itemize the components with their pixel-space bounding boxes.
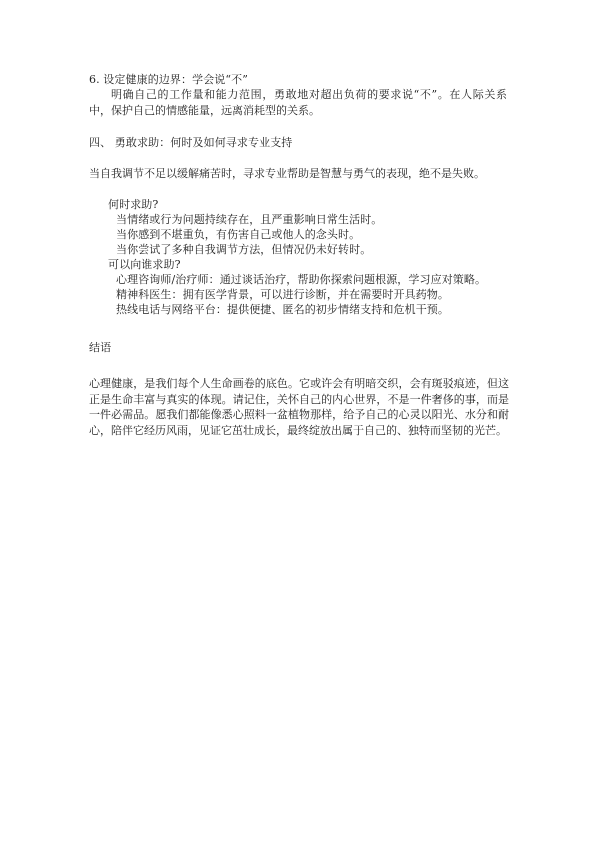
- section4-heading: 四、 勇敢求助：何时及如何寻求专业支持: [89, 136, 293, 149]
- when-item: 当你尝试了多种自我调节方法，但情况仍未好转时。: [116, 243, 372, 256]
- when-item: 当你感到不堪重负，有伤害自己或他人的念头时。: [116, 228, 361, 241]
- section6-heading: 6. 设定健康的边界：学会说“不”: [89, 73, 248, 86]
- conclusion-heading: 结语: [89, 341, 112, 354]
- conclusion-body: 心理健康，是我们每个人生命画卷的底色。它或许会有明暗交织，会有斑驳痕迹，但这正是生命丰富与真实的体现。请记住，关怀自己的内心世界，不是一件奢侈的事，而是一件必需品。愿我们都能像悉心照料一盆植物那样，给予自己的心灵以阳光、水分和耐心，陪伴它经历风雨，见证它茁壮成长，最终绽放出属于自己的、独特而坚韧的光芒。: [89, 377, 509, 437]
- who-heading: 可以向谁求助?: [108, 258, 181, 271]
- when-heading: 何时求助?: [108, 198, 159, 211]
- who-item: 精神科医生：拥有医学背景，可以进行诊断，并在需要时开具药物。: [116, 288, 449, 301]
- section4-intro: 当自我调节不足以缓解痛苦时，寻求专业帮助是智慧与勇气的表现，绝不是失败。: [89, 167, 485, 180]
- who-item: 热线电话与网络平台：提供便捷、匿名的初步情绪支持和危机干预。: [116, 303, 449, 316]
- who-item: 心理咨询师/治疗师：通过谈话治疗，帮助你探索问题根源，学习应对策略。: [116, 273, 487, 286]
- section6-body: 明确自己的工作量和能力范围，勇敢地对超出负荷的要求说“不”。在人际关系中，保护自己的情感能量，远离消耗型的关系。: [89, 88, 507, 117]
- when-item: 当情绪或行为问题持续存在，且严重影响日常生活时。: [116, 213, 383, 226]
